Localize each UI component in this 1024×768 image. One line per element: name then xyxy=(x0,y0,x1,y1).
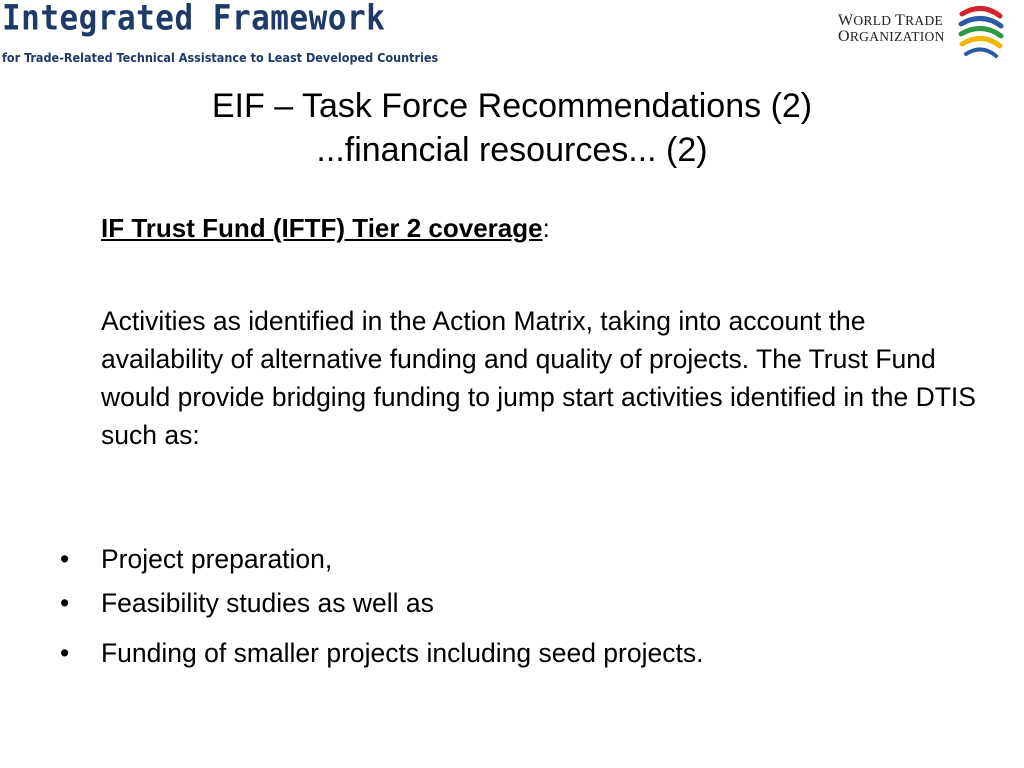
section-heading xyxy=(101,213,550,244)
wto-wordmark-char: T xyxy=(895,12,906,29)
section-heading-text: IF Trust Fund (IFTF) Tier 2 coverage xyxy=(101,213,543,243)
slide-title-line-1: EIF – Task Force Recommendations (2) xyxy=(211,87,813,125)
wto-wordmark-char: W xyxy=(838,12,854,29)
wto-wordmark-part: ORLD xyxy=(853,13,892,28)
slide-title xyxy=(0,84,1024,172)
slide-title-line-2: ...financial resources... (2) xyxy=(316,131,708,169)
wto-wordmark-char: O xyxy=(838,28,850,45)
bullet-icon: • xyxy=(60,638,70,668)
section-heading-colon: : xyxy=(542,213,550,243)
list-item-text: Funding of smaller projects including seed projects. xyxy=(101,638,704,668)
wto-wordmark-part: RGANIZATION xyxy=(849,29,945,44)
list-item xyxy=(60,582,703,632)
framework-subtitle: for Trade-Related Technical Assistance to Least Developed Countries xyxy=(2,50,439,65)
wto-swirl-icon xyxy=(956,4,1006,62)
bullet-list xyxy=(60,538,703,676)
framework-title: Integrated Framework xyxy=(2,0,386,39)
body-paragraph: Activities as identified in the Action Matrix, taking into account the availability of alternative funding and quality of projects. The Trust Fund would provide bridging funding to jump start activities identified in the DTIS such as: xyxy=(101,306,976,450)
list-item xyxy=(60,538,703,582)
list-item-text: Feasibility studies as well as xyxy=(101,588,434,618)
wto-wordmark xyxy=(838,13,945,45)
bullet-icon: • xyxy=(60,544,70,574)
bullet-icon: • xyxy=(60,588,70,618)
wto-wordmark-part: RADE xyxy=(905,13,944,28)
wto-logo xyxy=(838,4,1020,64)
list-item xyxy=(60,632,703,676)
list-item-text: Project preparation, xyxy=(101,544,333,574)
integrated-framework-logo xyxy=(2,0,442,70)
